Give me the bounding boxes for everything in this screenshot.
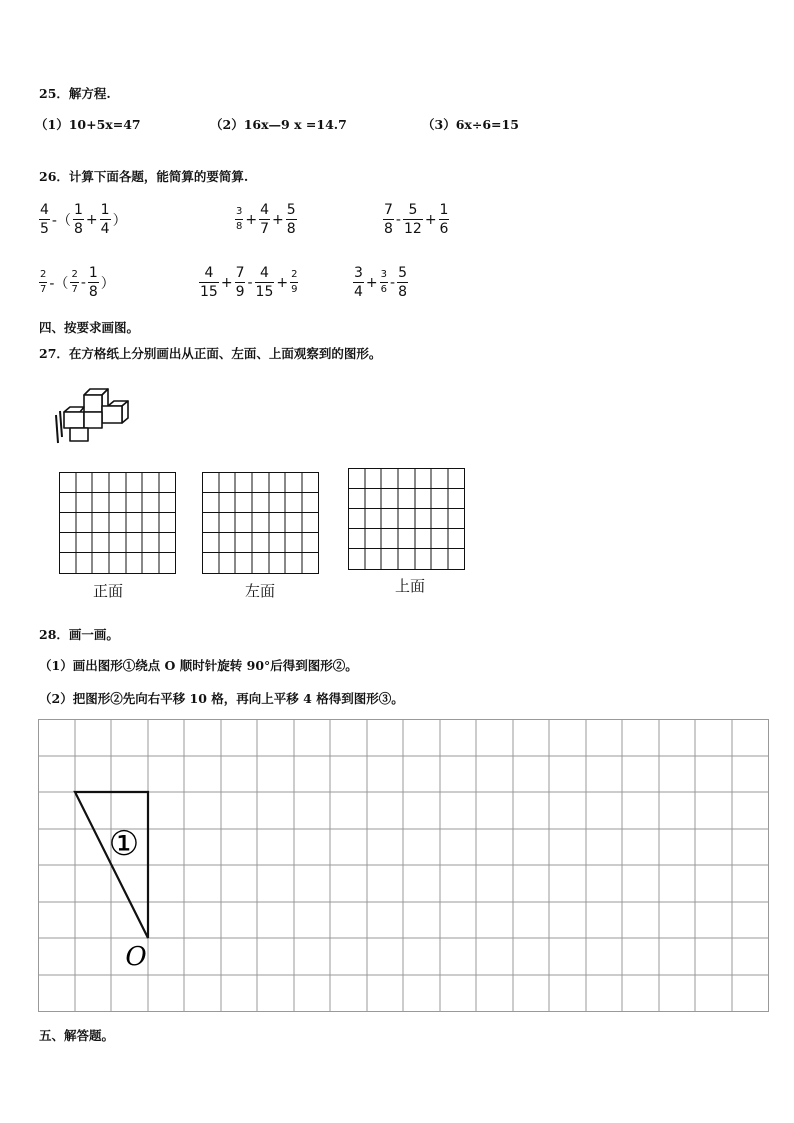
front-view-label: 正面: [93, 582, 124, 600]
q26-title: 26．计算下面各题，能简算的要简算.: [39, 169, 249, 184]
left-view-grid[interactable]: [202, 472, 320, 575]
left-view-label: 左面: [245, 582, 276, 600]
q25-equation-3: （3）6x÷6=15: [422, 117, 519, 132]
q26-expression-3: $\frac{7}{8}$ - $\frac{5}{12}$ + $\frac{1}{6}$: [384, 202, 449, 237]
q28-title: 28．画一画。: [39, 627, 119, 642]
q25-equation-2: （2）16x—9 x =14.7: [210, 117, 347, 132]
cube-stack-image: [50, 385, 132, 447]
q27-title: 27．在方格纸上分别画出从正面、左面、上面观察到的图形。: [39, 346, 382, 361]
point-o-label: O: [125, 942, 147, 972]
q26-expression-2: $\frac{3}{8}$ + $\frac{4}{7}$ + $\frac{5}{8}$: [236, 202, 296, 237]
top-view-grid[interactable]: [348, 468, 466, 571]
top-view-label: 上面: [395, 577, 426, 595]
section-5-heading: 五、解答题。: [39, 1028, 115, 1043]
q25-title: 25．解方程.: [39, 86, 111, 101]
q26-expression-6: $\frac{3}{4}$ + $\frac{3}{6}$ - $\frac{5}{8}$: [354, 265, 408, 300]
front-view-grid[interactable]: [59, 472, 177, 575]
figure-1-label: ①: [108, 824, 140, 864]
q28-step-1: （1）画出图形①绕点 O 顺时针旋转 90°后得到图形②。: [39, 658, 358, 673]
section-4-heading: 四、按要求画图。: [39, 320, 140, 335]
q26-expression-1: $\frac{4}{5}$ -（ $\frac{1}{8}$ + $\frac{1}{4}$ ）: [40, 202, 127, 237]
q25-equation-1: （1）10+5x=47: [35, 117, 141, 132]
q26-expression-5: $\frac{4}{15}$ + $\frac{7}{9}$ - $\frac{4}{15}$ + $\frac{2}{9}$: [200, 265, 298, 300]
drawing-grid[interactable]: [38, 719, 770, 1013]
q28-step-2: （2）把图形②先向右平移 10 格，再向上平移 4 格得到图形③。: [39, 691, 404, 706]
q26-expression-4: $\frac{2}{7}$ -（ $\frac{2}{7}$ - $\frac{1}{8}$ ）: [40, 265, 115, 300]
